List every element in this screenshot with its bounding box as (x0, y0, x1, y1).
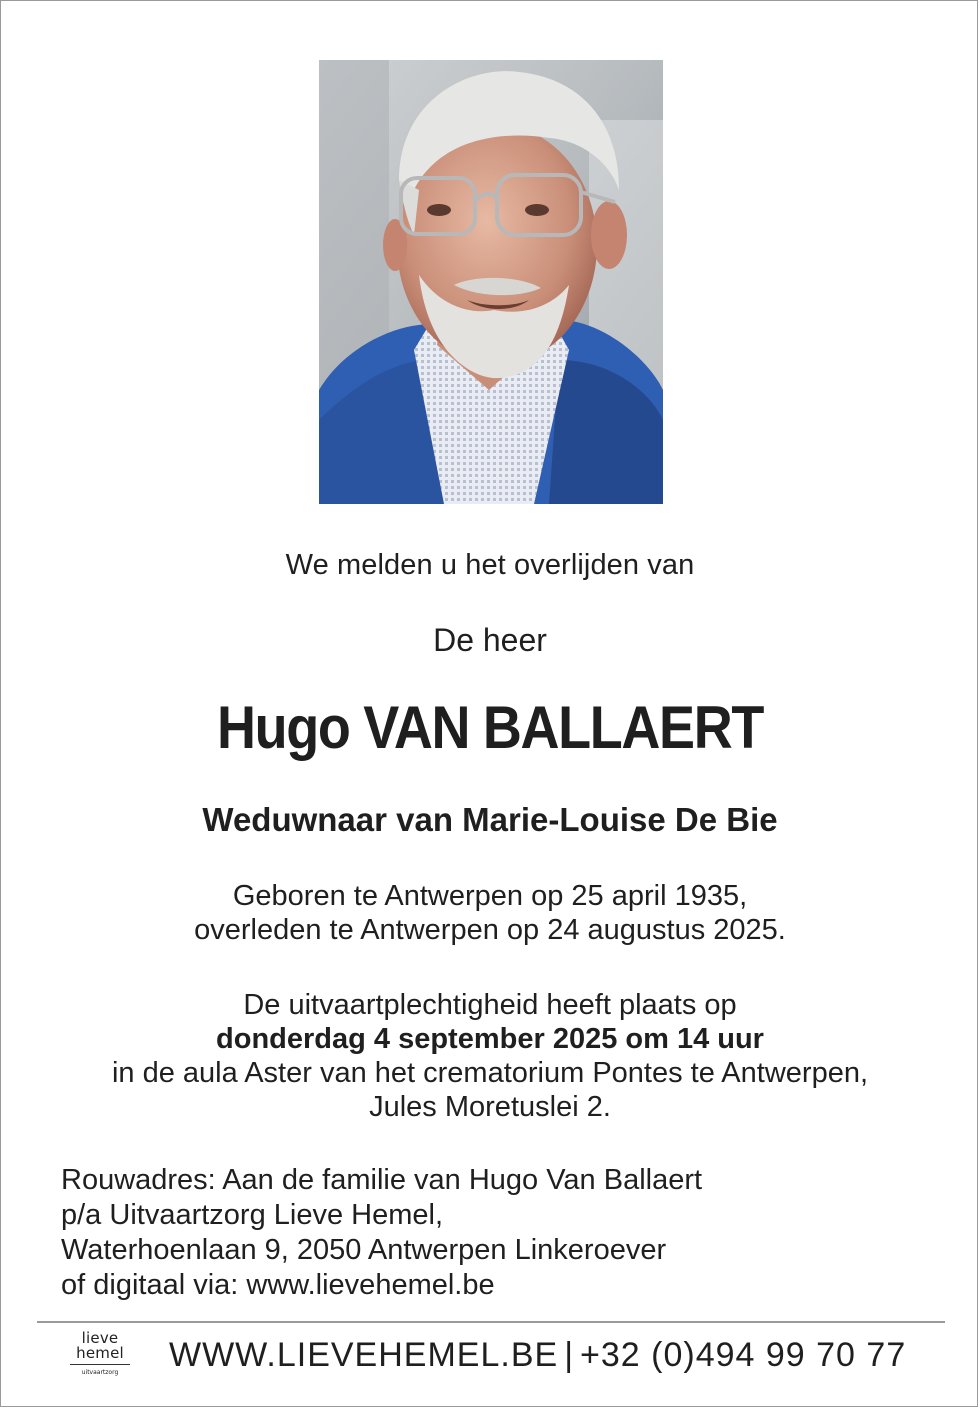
birth-line: Geboren te Antwerpen op 25 april 1935, (232, 880, 748, 912)
footer-contact (169, 1336, 906, 1375)
logo-rule (70, 1364, 130, 1365)
footer-separator: | (564, 1336, 575, 1374)
ceremony-intro: De uitvaartplechtigheid heeft plaats op (243, 989, 737, 1021)
address-line-2: p/a Uitvaartzorg Lieve Hemel, (61, 1199, 443, 1231)
lieve-hemel-logo (63, 1331, 137, 1389)
ceremony-street: Jules Moretuslei 2. (369, 1091, 611, 1123)
footer-divider (37, 1321, 945, 1323)
mourning-address (61, 1163, 702, 1303)
address-line-3: Waterhoenlaan 9, 2050 Antwerpen Linkeroever (61, 1234, 667, 1266)
salutation: De heer (433, 622, 547, 658)
address-line-1: Rouwadres: Aan de familie van Hugo Van Ballaert (61, 1164, 703, 1196)
ceremony-location: in de aula Aster van het crematorium Pontes te Antwerpen, (111, 1057, 869, 1089)
announcement-text: We melden u het overlijden van (285, 549, 695, 581)
logo-word-lieve: lieve (81, 1329, 119, 1347)
birth-death-block (1, 879, 979, 947)
ceremony-datetime: donderdag 4 september 2025 om 14 uur (216, 1023, 764, 1055)
spouse-line: Weduwnaar van Marie-Louise De Bie (202, 801, 778, 838)
footer-phone[interactable]: +32 (0)494 99 70 77 (580, 1336, 907, 1374)
logo-word-hemel: hemel (76, 1344, 124, 1362)
death-line: overleden te Antwerpen op 24 augustus 2025. (194, 914, 786, 946)
footer-website-link[interactable]: WWW.LIEVEHEMEL.BE (169, 1336, 559, 1374)
ceremony-block (1, 988, 979, 1124)
portrait-photo (319, 60, 663, 504)
deceased-name: Hugo VAN BALLAERT (217, 694, 763, 761)
logo-tagline: uitvaartzorg (81, 1369, 119, 1376)
address-line-4: of digitaal via: www.lievehemel.be (61, 1269, 495, 1301)
